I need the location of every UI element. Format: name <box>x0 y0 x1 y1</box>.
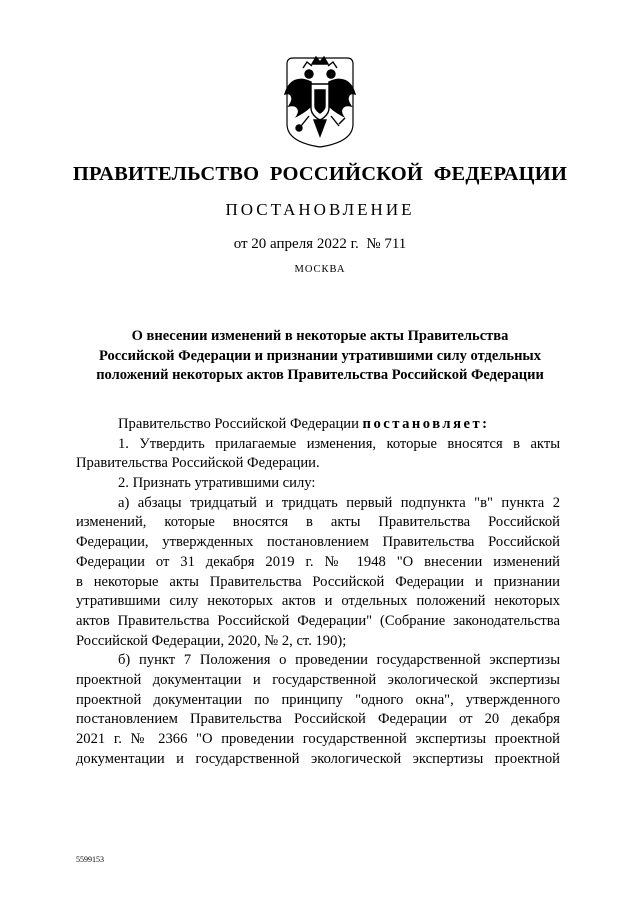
body-line: проектной документации по принципу "одного окна", утвержденного <box>76 691 560 708</box>
body-line: проектной документации и государственной экологической экспертизы <box>76 671 560 688</box>
heading-line: Российской Федерации и признании утратившими силу отдельных <box>98 347 542 364</box>
document-body <box>76 415 560 769</box>
body-line: документации и государственной экологической экспертизы проектной <box>76 750 560 767</box>
body-line: постановлением Правительства Российской Федерации от 20 декабря <box>76 711 560 728</box>
body-line: Федерации от 31 декабря 2019 г. № 1948 "О внесении изменений <box>76 553 560 570</box>
body-line: Правительства Российской Федерации. <box>76 455 320 472</box>
document-heading <box>70 327 570 386</box>
intro-text: Правительство Российской Федерации <box>118 416 359 432</box>
document-type: ПОСТАНОВЛЕНИЕ <box>225 200 415 219</box>
heading-line: положений некоторых актов Правительства Российской Федерации <box>96 367 544 383</box>
document-city: МОСКВА <box>294 264 346 275</box>
coat-of-arms-icon <box>281 54 359 149</box>
body-line: изменений, которые вносятся в акты Правительства Российской <box>76 514 560 531</box>
body-line: Российской Федерации, 2020, № 2, ст. 190); <box>76 632 347 649</box>
body-line: утратившими силу некоторых актов и отдельных положений некоторых <box>76 593 560 610</box>
document-code: 5599153 <box>76 855 104 864</box>
body-line: б) пункт 7 Положения о проведении государственной экспертизы <box>118 652 560 669</box>
heading-line: О внесении изменений в некоторые акты Правительства <box>131 328 509 344</box>
body-line: Федерации, утвержденных постановлением Правительства Российской <box>76 534 560 551</box>
body-line: актов Правительства Российской Федерации" (Собрание законодательства <box>76 612 560 629</box>
intro-verb: постановляет: <box>362 416 490 432</box>
document-date-number: от 20 апреля 2022 г. № 711 <box>233 236 407 252</box>
body-line: в некоторые акты Правительства Российской Федерации и признании <box>76 573 560 590</box>
body-line: 2021 г. № 2366 "О проведении государственной экспертизы проектной <box>76 731 560 747</box>
body-line: 2. Признать утратившими силу: <box>118 475 316 492</box>
body-line: 1. Утвердить прилагаемые изменения, которые вносятся в акты <box>118 435 560 452</box>
organization-title: ПРАВИТЕЛЬСТВО РОССИЙСКОЙ ФЕДЕРАЦИИ <box>72 163 568 185</box>
intro-line <box>76 415 560 435</box>
body-line: а) абзацы тридцатый и тридцать первый подпункта "в" пункта 2 <box>118 494 560 511</box>
